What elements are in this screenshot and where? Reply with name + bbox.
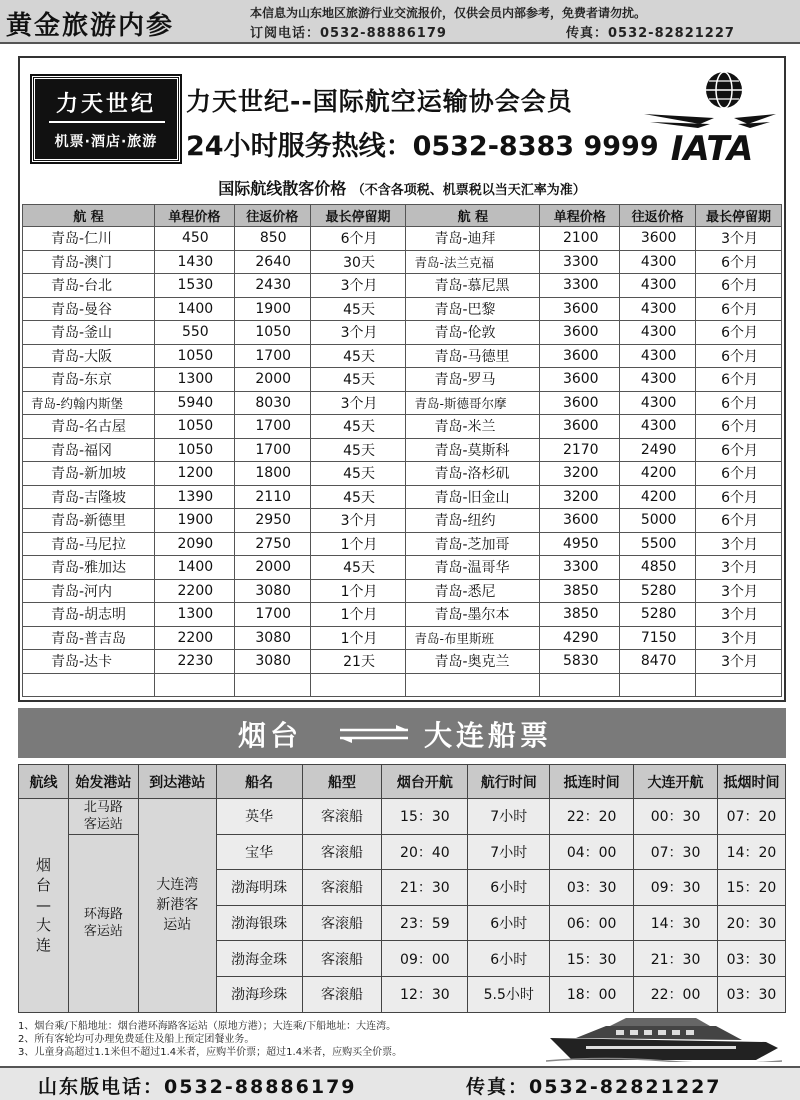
route-cell: 青岛-福冈	[23, 438, 155, 462]
intl-title-text: 国际航线散客价格	[218, 179, 347, 198]
table-row	[19, 799, 786, 835]
note-2: 2、所有客轮均可办理免费延住及船上预定团餐业务。	[18, 1034, 255, 1045]
price-cell: 3个月	[696, 650, 782, 674]
intl-col-header: 航 程	[406, 205, 540, 227]
table-row	[23, 650, 782, 674]
price-cell: 2950	[234, 509, 310, 533]
price-cell: 3200	[540, 462, 620, 486]
table-row	[23, 274, 782, 298]
price-cell: 6个月	[696, 415, 782, 439]
price-cell: 4300	[620, 391, 696, 415]
price-cell: 5940	[154, 391, 234, 415]
price-cell: 3个月	[696, 532, 782, 556]
schedule-cell: 03：30	[550, 870, 634, 906]
logo-services: 机票·酒店·旅游	[54, 134, 158, 150]
price-cell: 3个月	[310, 274, 406, 298]
price-cell: 3个月	[696, 556, 782, 580]
price-cell: 3个月	[310, 321, 406, 345]
price-cell: 2100	[540, 227, 620, 251]
schedule-cell: 21：30	[382, 870, 468, 906]
price-cell: 3600	[540, 415, 620, 439]
ship-name-cell: 渤海金珠	[216, 941, 302, 977]
table-row	[23, 673, 782, 697]
intl-table-body	[23, 227, 782, 697]
schedule-cell: 15：20	[717, 870, 785, 906]
price-cell: 5280	[620, 579, 696, 603]
route-cell: 青岛-达卡	[23, 650, 155, 674]
schedule-cell: 22：00	[634, 976, 718, 1012]
schedule-cell: 6小时	[468, 941, 550, 977]
schedule-cell: 21：30	[634, 941, 718, 977]
ferry-col-header: 烟台开航	[382, 765, 468, 799]
price-cell: 45天	[310, 368, 406, 392]
route-cell: 青岛-釜山	[23, 321, 155, 345]
ferry-title-to: 大连船票	[424, 719, 553, 752]
route-cell: 青岛-温哥华	[406, 556, 540, 580]
price-cell: 6个月	[696, 297, 782, 321]
schedule-cell: 06：00	[550, 905, 634, 941]
schedule-cell: 22：20	[550, 799, 634, 835]
table-row	[23, 227, 782, 251]
schedule-cell: 07：30	[634, 834, 718, 870]
price-cell: 2430	[234, 274, 310, 298]
route-cell: 青岛-斯德哥尔摩	[406, 391, 540, 415]
price-cell: 4300	[620, 368, 696, 392]
price-cell: 1300	[154, 368, 234, 392]
wings-icon	[644, 114, 776, 128]
price-cell: 45天	[310, 297, 406, 321]
price-cell: 1900	[154, 509, 234, 533]
table-row	[23, 415, 782, 439]
price-cell: 1个月	[310, 626, 406, 650]
price-cell: 3个月	[310, 509, 406, 533]
schedule-cell: 18：00	[550, 976, 634, 1012]
price-cell: 6个月	[696, 391, 782, 415]
price-cell: 6个月	[696, 368, 782, 392]
price-cell: 4850	[620, 556, 696, 580]
route-cell: 青岛-马尼拉	[23, 532, 155, 556]
ferry-table-body	[19, 799, 786, 1013]
price-cell: 850	[234, 227, 310, 251]
price-cell	[154, 673, 234, 697]
intl-fares-title	[20, 176, 784, 199]
intl-title-note: （不含各项税、机票税以当天汇率为准）	[351, 183, 586, 198]
schedule-cell: 07：20	[717, 799, 785, 835]
price-cell: 3850	[540, 579, 620, 603]
price-cell: 4300	[620, 250, 696, 274]
price-cell: 3个月	[696, 626, 782, 650]
price-cell: 4290	[540, 626, 620, 650]
table-row	[23, 626, 782, 650]
origin-station-cell	[68, 834, 138, 1012]
route-cell: 青岛-吉隆坡	[23, 485, 155, 509]
price-cell: 5500	[620, 532, 696, 556]
header-fax: 传真：0532-82821227	[566, 26, 735, 41]
route-cell: 青岛-莫斯科	[406, 438, 540, 462]
logo-divider	[49, 121, 165, 123]
price-cell: 1200	[154, 462, 234, 486]
price-cell: 30天	[310, 250, 406, 274]
route-cell: 青岛-仁川	[23, 227, 155, 251]
price-cell: 3个月	[696, 579, 782, 603]
price-cell: 45天	[310, 415, 406, 439]
table-row	[23, 462, 782, 486]
schedule-cell: 03：30	[717, 976, 785, 1012]
schedule-cell: 6小时	[468, 905, 550, 941]
price-cell: 3600	[620, 227, 696, 251]
table-row	[23, 391, 782, 415]
schedule-cell: 客滚船	[302, 870, 382, 906]
price-cell: 3300	[540, 274, 620, 298]
schedule-cell: 15：30	[550, 941, 634, 977]
schedule-cell: 5.5小时	[468, 976, 550, 1012]
route-cell	[23, 673, 155, 697]
cell-line: 新港客	[156, 897, 199, 914]
price-cell: 3个月	[696, 227, 782, 251]
price-cell: 45天	[310, 556, 406, 580]
price-cell: 2200	[154, 579, 234, 603]
table-row	[23, 603, 782, 627]
ferry-banner	[18, 708, 786, 758]
price-cell: 1050	[154, 438, 234, 462]
price-cell: 1个月	[310, 532, 406, 556]
origin-station-cell	[68, 799, 138, 835]
route-cell: 青岛-洛杉矶	[406, 462, 540, 486]
ship-name-cell: 渤海珍珠	[216, 976, 302, 1012]
table-row	[23, 344, 782, 368]
schedule-cell: 15：30	[382, 799, 468, 835]
iata-text: IATA	[670, 129, 754, 166]
price-cell: 4300	[620, 297, 696, 321]
table-row	[23, 532, 782, 556]
price-cell: 1700	[234, 415, 310, 439]
price-cell: 6个月	[696, 274, 782, 298]
cell-line: —	[35, 896, 51, 915]
schedule-cell: 12：30	[382, 976, 468, 1012]
ferry-col-header: 航行时间	[468, 765, 550, 799]
route-cell: 青岛-台北	[23, 274, 155, 298]
price-cell: 550	[154, 321, 234, 345]
intl-col-header: 最长停留期	[310, 205, 406, 227]
price-cell	[310, 673, 406, 697]
price-cell: 45天	[310, 485, 406, 509]
table-row	[23, 556, 782, 580]
price-cell: 2490	[620, 438, 696, 462]
footer-fax: 传真：0532-82821227	[466, 1076, 722, 1098]
intl-col-header: 往返价格	[620, 205, 696, 227]
price-cell: 3个月	[310, 391, 406, 415]
price-cell: 1700	[234, 438, 310, 462]
price-cell: 6个月	[696, 509, 782, 533]
table-row	[23, 368, 782, 392]
price-cell: 4300	[620, 321, 696, 345]
cell-line: 环海路	[83, 907, 123, 923]
route-cell: 青岛-约翰内斯堡	[23, 391, 155, 415]
route-cell: 青岛-法兰克福	[406, 250, 540, 274]
route-cell: 青岛-东京	[23, 368, 155, 392]
price-cell: 4300	[620, 415, 696, 439]
intl-table-header	[23, 205, 782, 227]
cell-line: 大	[35, 916, 51, 935]
route-cell: 青岛-纽约	[406, 509, 540, 533]
route-cell: 青岛-大阪	[23, 344, 155, 368]
price-cell: 4200	[620, 485, 696, 509]
schedule-cell: 23：59	[382, 905, 468, 941]
route-cell: 青岛-迪拜	[406, 227, 540, 251]
table-row	[23, 250, 782, 274]
price-cell: 3850	[540, 603, 620, 627]
price-cell: 3600	[540, 509, 620, 533]
intl-col-header: 单程价格	[540, 205, 620, 227]
note-1: 1、烟台乘/下船地址：烟台港环海路客运站（原地方港）；大连乘/下船地址：大连湾。	[18, 1021, 397, 1032]
subscribe-phone: 订阅电话：0532-88886179	[250, 26, 447, 41]
ferry-col-header: 到达港站	[138, 765, 216, 799]
price-cell: 3600	[540, 297, 620, 321]
ferry-col-header: 抵烟时间	[717, 765, 785, 799]
price-cell: 1个月	[310, 603, 406, 627]
route-cell: 青岛-奥克兰	[406, 650, 540, 674]
cruise-ship-image	[546, 1016, 782, 1062]
route-cell: 青岛-曼谷	[23, 297, 155, 321]
logo-name: 力天世纪	[55, 92, 156, 117]
table-row	[23, 509, 782, 533]
route-cell: 青岛-慕尼黑	[406, 274, 540, 298]
header-notice: 本信息为山东地区旅游行业交流报价，仅供会员内部参考，免费者请勿扰。	[250, 6, 647, 20]
brand-title: 黄金旅游内参	[6, 11, 175, 41]
ferry-col-header: 抵连时间	[550, 765, 634, 799]
route-cell: 青岛-布里斯班	[406, 626, 540, 650]
price-cell: 5280	[620, 603, 696, 627]
route-cell: 青岛-新加坡	[23, 462, 155, 486]
route-cell: 青岛-旧金山	[406, 485, 540, 509]
schedule-cell: 20：40	[382, 834, 468, 870]
cell-line: 客运站	[83, 817, 123, 833]
price-cell: 45天	[310, 462, 406, 486]
price-cell: 4300	[620, 344, 696, 368]
price-cell: 3300	[540, 250, 620, 274]
price-cell: 5830	[540, 650, 620, 674]
price-cell	[540, 673, 620, 697]
price-cell: 6个月	[696, 344, 782, 368]
schedule-cell: 14：20	[717, 834, 785, 870]
schedule-cell: 客滚船	[302, 941, 382, 977]
route-cell: 青岛-新德里	[23, 509, 155, 533]
route-cell: 青岛-澳门	[23, 250, 155, 274]
schedule-cell: 09：00	[382, 941, 468, 977]
route-cell: 青岛-巴黎	[406, 297, 540, 321]
price-cell: 1700	[234, 344, 310, 368]
intl-col-header: 最长停留期	[696, 205, 782, 227]
route-cell: 青岛-胡志明	[23, 603, 155, 627]
schedule-cell: 7小时	[468, 799, 550, 835]
schedule-cell: 00：30	[634, 799, 718, 835]
price-cell: 1800	[234, 462, 310, 486]
intl-col-header: 往返价格	[234, 205, 310, 227]
cell-line: 大连湾	[156, 877, 199, 894]
table-row	[23, 579, 782, 603]
ferry-col-header: 航线	[19, 765, 69, 799]
schedule-cell: 20：30	[717, 905, 785, 941]
price-cell: 4300	[620, 274, 696, 298]
intl-col-header: 单程价格	[154, 205, 234, 227]
globe-icon	[706, 72, 742, 108]
price-cell: 6个月	[696, 438, 782, 462]
price-cell: 21天	[310, 650, 406, 674]
ferry-schedule-table	[18, 764, 786, 1013]
company-logo	[32, 76, 180, 162]
price-cell: 3600	[540, 344, 620, 368]
route-cell: 青岛-伦敦	[406, 321, 540, 345]
service-hotline: 24小时服务热线：0532-8383 9999	[186, 131, 659, 162]
double-arrow-icon	[336, 724, 412, 744]
price-cell: 6个月	[696, 250, 782, 274]
intl-col-header: 航 程	[23, 205, 155, 227]
price-cell: 1050	[154, 344, 234, 368]
price-cell: 8030	[234, 391, 310, 415]
price-cell: 8470	[620, 650, 696, 674]
table-row	[19, 834, 786, 870]
price-cell	[620, 673, 696, 697]
table-row	[23, 321, 782, 345]
schedule-cell: 客滚船	[302, 799, 382, 835]
price-cell: 6个月	[310, 227, 406, 251]
schedule-cell: 7小时	[468, 834, 550, 870]
price-cell: 5000	[620, 509, 696, 533]
iata-logo	[640, 68, 780, 166]
ferry-title-from: 烟台	[238, 719, 303, 752]
price-cell: 6个月	[696, 462, 782, 486]
price-cell: 3080	[234, 579, 310, 603]
price-cell: 3300	[540, 556, 620, 580]
price-cell: 1530	[154, 274, 234, 298]
price-cell: 2000	[234, 368, 310, 392]
price-cell: 2090	[154, 532, 234, 556]
price-cell: 3080	[234, 650, 310, 674]
price-cell: 450	[154, 227, 234, 251]
price-cell: 4200	[620, 462, 696, 486]
price-cell: 3600	[540, 391, 620, 415]
route-cell: 青岛-芝加哥	[406, 532, 540, 556]
schedule-cell: 09：30	[634, 870, 718, 906]
cell-line: 烟	[35, 856, 51, 875]
schedule-cell: 客滚船	[302, 905, 382, 941]
schedule-cell: 04：00	[550, 834, 634, 870]
cell-line: 北马路	[83, 800, 123, 816]
ferry-col-header: 始发港站	[68, 765, 138, 799]
route-cell: 青岛-墨尔本	[406, 603, 540, 627]
price-cell: 6个月	[696, 485, 782, 509]
cell-line: 运站	[163, 917, 192, 934]
price-cell: 6个月	[696, 321, 782, 345]
intl-fares-section	[18, 56, 786, 702]
price-cell: 1700	[234, 603, 310, 627]
price-cell: 3个月	[696, 603, 782, 627]
price-cell: 2230	[154, 650, 234, 674]
route-cell: 青岛-河内	[23, 579, 155, 603]
price-cell: 1400	[154, 297, 234, 321]
ferry-col-header: 船名	[216, 765, 302, 799]
price-cell: 7150	[620, 626, 696, 650]
route-cell: 青岛-罗马	[406, 368, 540, 392]
price-cell: 1900	[234, 297, 310, 321]
route-cell	[19, 799, 69, 1013]
ferry-notes	[18, 1020, 538, 1059]
company-headline: 力天世纪--国际航空运输协会会员	[186, 87, 573, 116]
schedule-cell: 客滚船	[302, 834, 382, 870]
route-cell	[406, 673, 540, 697]
schedule-cell: 03：30	[717, 941, 785, 977]
price-cell	[234, 673, 310, 697]
route-cell: 青岛-悉尼	[406, 579, 540, 603]
price-cell: 45天	[310, 344, 406, 368]
table-row	[23, 438, 782, 462]
price-cell	[696, 673, 782, 697]
table-row	[23, 485, 782, 509]
price-cell: 2110	[234, 485, 310, 509]
ferry-col-header: 大连开航	[634, 765, 718, 799]
price-cell: 3080	[234, 626, 310, 650]
price-cell: 2170	[540, 438, 620, 462]
price-cell: 1300	[154, 603, 234, 627]
route-cell: 青岛-雅加达	[23, 556, 155, 580]
price-cell: 3600	[540, 321, 620, 345]
price-cell: 45天	[310, 438, 406, 462]
route-cell: 青岛-名古屋	[23, 415, 155, 439]
destination-station-cell	[138, 799, 216, 1013]
intl-fares-table	[22, 204, 782, 697]
ship-name-cell: 渤海明珠	[216, 870, 302, 906]
cell-line: 客运站	[83, 924, 123, 940]
route-cell: 青岛-马德里	[406, 344, 540, 368]
price-cell: 1050	[234, 321, 310, 345]
price-cell: 3200	[540, 485, 620, 509]
price-cell: 2200	[154, 626, 234, 650]
table-row	[23, 297, 782, 321]
footer-bar	[0, 1066, 800, 1100]
price-cell: 1400	[154, 556, 234, 580]
ferry-col-header: 船型	[302, 765, 382, 799]
schedule-cell: 客滚船	[302, 976, 382, 1012]
ferry-table-header	[19, 765, 786, 799]
ship-name-cell: 渤海银珠	[216, 905, 302, 941]
price-cell: 3600	[540, 368, 620, 392]
price-cell: 2640	[234, 250, 310, 274]
route-cell: 青岛-米兰	[406, 415, 540, 439]
price-cell: 1390	[154, 485, 234, 509]
price-cell: 1430	[154, 250, 234, 274]
cell-line: 连	[35, 936, 51, 955]
price-cell: 1个月	[310, 579, 406, 603]
cell-line: 台	[35, 876, 51, 895]
note-3: 3、儿童身高超过1.1米但不超过1.4米者，应购半价票；超过1.4米者，应购买全价票。	[18, 1047, 403, 1058]
top-header	[0, 0, 800, 44]
ship-name-cell: 英华	[216, 799, 302, 835]
ship-name-cell: 宝华	[216, 834, 302, 870]
footer-phone: 山东版电话：0532-88886179	[38, 1076, 357, 1098]
price-cell: 1050	[154, 415, 234, 439]
price-cell: 4950	[540, 532, 620, 556]
schedule-cell: 6小时	[468, 870, 550, 906]
price-cell: 2000	[234, 556, 310, 580]
route-cell: 青岛-普吉岛	[23, 626, 155, 650]
price-cell: 2750	[234, 532, 310, 556]
schedule-cell: 14：30	[634, 905, 718, 941]
